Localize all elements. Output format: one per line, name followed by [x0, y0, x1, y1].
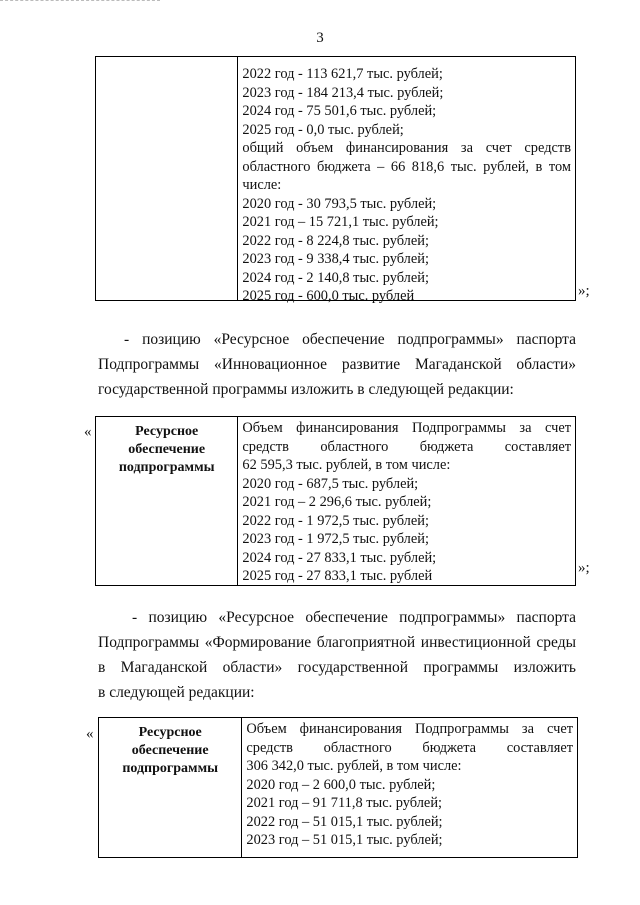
top-separator	[0, 0, 160, 1]
table-line: 2022 год - 113 621,7 тыс. рублей;	[242, 66, 443, 82]
table-line: Объем финансирования Подпрограммы за счет	[246, 721, 573, 737]
table-line: средств областного бюджета составляет	[242, 438, 571, 455]
table-line: 306 342,0 тыс. рублей, в том числе:	[246, 758, 462, 774]
table-line: 2024 год - 75 501,6 тыс. рублей;	[242, 103, 437, 119]
page-number: 3	[316, 30, 324, 46]
table-line: 2020 год - 687,5 тыс. рублей;	[242, 475, 419, 492]
table-line: 62 595,3 тыс. рублей, в том числе:	[242, 457, 451, 473]
table-line: 2023 год - 184 213,4 тыс. рублей;	[242, 84, 444, 101]
header-line: Ресурсное	[138, 725, 202, 740]
header-line: Ресурсное	[135, 424, 199, 439]
opening-quote: «	[84, 424, 92, 440]
table-line: 2022 год – 51 015,1 тыс. рублей;	[246, 813, 443, 830]
table-line: 2024 год - 27 833,1 тыс. рублей;	[242, 549, 437, 566]
paragraph-line: - позицию «Ресурсное обеспечение подпрограммы» паспорта	[132, 609, 576, 626]
header-line: подпрограммы	[122, 761, 219, 776]
paragraph-line: в следующей редакции:	[98, 684, 255, 701]
table-right-cell	[238, 57, 575, 304]
table-line: 2024 год - 2 140,8 тыс. рублей;	[242, 269, 429, 286]
table-line: 2022 год - 8 224,8 тыс. рублей;	[242, 232, 429, 249]
header-line: обеспечение	[131, 743, 209, 758]
table-line: 2023 год - 1 972,5 тыс. рублей;	[242, 531, 429, 547]
amendment-paragraph	[98, 327, 576, 402]
amendment-paragraph	[98, 605, 576, 705]
table-line: Объем финансирования Подпрограммы за счет	[242, 420, 571, 436]
paragraph-line: Подпрограммы «Формирование благоприятной инвестиционной среды	[98, 634, 576, 651]
table-header-cell	[96, 417, 238, 585]
table-line: 2023 год - 9 338,4 тыс. рублей;	[242, 251, 429, 267]
header-line: обеспечение	[128, 442, 206, 457]
table-line: 2022 год - 1 972,5 тыс. рублей;	[242, 512, 429, 529]
funding-table	[98, 717, 578, 858]
funding-table-continued	[95, 56, 576, 304]
table-header-cell	[99, 718, 242, 857]
paragraph-line: государственной программы изложить в следующей редакции:	[98, 381, 514, 398]
funding-table	[95, 416, 576, 586]
opening-quote: «	[86, 726, 94, 742]
table-line: 2025 год - 27 833,1 тыс. рублей	[242, 568, 433, 584]
table-line: 2023 год – 51 015,1 тыс. рублей;	[246, 832, 443, 848]
header-line: подпрограммы	[118, 460, 215, 475]
closing-quote: »;	[578, 283, 590, 299]
table-line: 2021 год – 91 711,8 тыс. рублей;	[246, 795, 443, 811]
table-line: 2021 год – 2 296,6 тыс. рублей;	[242, 494, 432, 510]
table-line: областного бюджета – 66 818,6 тыс. рублей, в том	[242, 158, 571, 175]
table-left-cell-empty	[96, 57, 238, 300]
table-line: средств областного бюджета составляет	[246, 739, 573, 756]
table-line: 2020 год – 2 600,0 тыс. рублей;	[246, 776, 436, 793]
table-right-cell	[238, 417, 575, 585]
table-right-cell	[242, 718, 577, 857]
table-line: 2025 год - 600,0 тыс. рублей	[242, 288, 415, 304]
table-line: 2020 год - 30 793,5 тыс. рублей;	[242, 195, 437, 212]
table-line: 2025 год - 0,0 тыс. рублей;	[242, 121, 404, 138]
closing-quote: »;	[578, 560, 590, 576]
paragraph-line: - позицию «Ресурсное обеспечение подпрограммы» паспорта	[124, 331, 576, 348]
paragraph-line: в Магаданской области» государственной программы изложить	[98, 659, 576, 676]
paragraph-line: Подпрограммы «Инновационное развитие Магаданской области»	[98, 356, 576, 373]
table-line: числе:	[242, 177, 282, 193]
table-line: 2021 год – 15 721,1 тыс. рублей;	[242, 214, 439, 230]
table-line: общий объем финансирования за счет средств	[242, 140, 571, 156]
